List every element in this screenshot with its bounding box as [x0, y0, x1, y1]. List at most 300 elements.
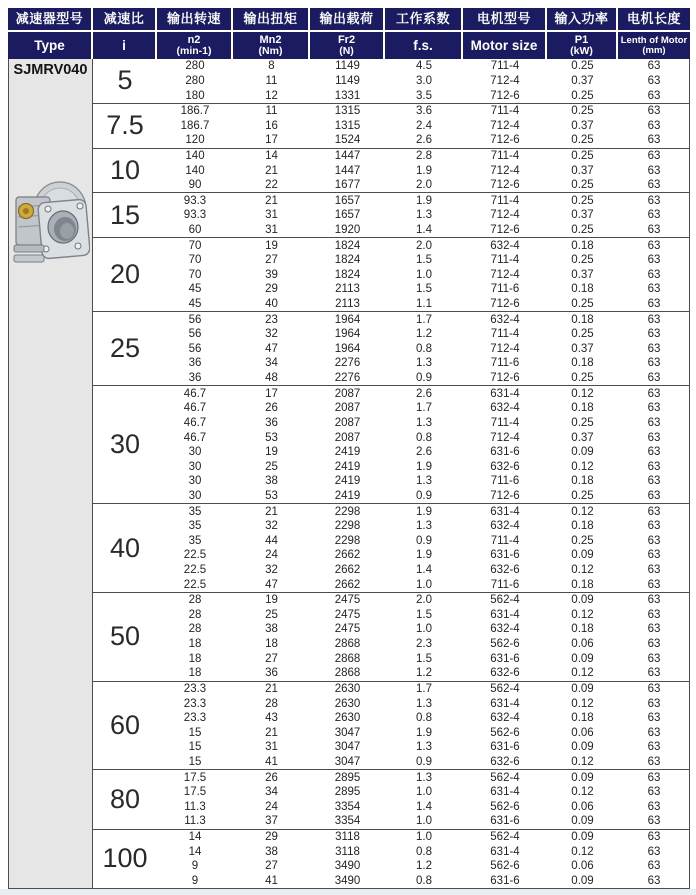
- table-cell: 0.25: [571, 534, 594, 547]
- table-cell: 632-4: [490, 712, 520, 725]
- table-cell: 63: [647, 475, 661, 488]
- table-cell: 1.9: [416, 505, 432, 518]
- table-cell: 1.3: [416, 357, 432, 370]
- table-cell: 0.8: [416, 342, 432, 355]
- table-cell: 38: [265, 475, 278, 488]
- table-cell: 14: [265, 149, 278, 162]
- table-cell: 280: [185, 74, 205, 87]
- table-cell: 9: [191, 860, 199, 873]
- table-cell: 56: [188, 328, 202, 341]
- table-cell: 0.25: [571, 489, 594, 502]
- table-cell: 23.3: [183, 682, 207, 695]
- table-cell: 0.18: [571, 623, 594, 636]
- table-cell: 0.09: [571, 549, 594, 562]
- table-cell: 63: [647, 652, 661, 665]
- table-cell: 39: [265, 268, 278, 281]
- header-zh-col-8: 电机长度: [618, 8, 690, 32]
- ratio-group-30: [93, 385, 689, 503]
- table-cell: 632-6: [490, 460, 520, 473]
- table-cell: 63: [647, 446, 661, 459]
- table-cell: 280: [185, 60, 205, 73]
- table-cell: 21: [265, 726, 278, 739]
- table-row: [157, 637, 689, 652]
- header-en-col-7: P1 (kW): [547, 32, 618, 59]
- table-cell: 43: [265, 712, 278, 725]
- table-cell: 25: [265, 608, 278, 621]
- table-row: [157, 193, 689, 208]
- table-cell: 15: [188, 726, 202, 739]
- table-cell: 63: [647, 209, 661, 222]
- ratio-value: 50: [109, 621, 141, 652]
- table-row: [157, 356, 689, 371]
- table-cell: 17.5: [183, 786, 207, 799]
- table-cell: 2276: [334, 372, 361, 385]
- table-cell: 120: [185, 134, 205, 147]
- group-rows: [157, 593, 689, 681]
- table-cell: 711-4: [490, 60, 520, 73]
- table-cell: 0.09: [571, 815, 594, 828]
- table-cell: 0.25: [571, 105, 594, 118]
- table-cell: 1824: [334, 268, 361, 281]
- table-cell: 34: [265, 786, 278, 799]
- table-cell: 0.12: [571, 845, 594, 858]
- table-cell: 631-6: [490, 874, 520, 887]
- table-cell: 1964: [334, 342, 361, 355]
- table-cell: 631-4: [490, 505, 520, 518]
- table-row: [157, 534, 689, 549]
- table-cell: 46.7: [183, 387, 207, 400]
- table-cell: 0.25: [571, 179, 594, 192]
- table-cell: 0.12: [571, 697, 594, 710]
- table-cell: 631-4: [490, 697, 520, 710]
- table-cell: 3.6: [416, 105, 432, 118]
- table-cell: 30: [188, 446, 202, 459]
- table-cell: 0.37: [571, 119, 594, 132]
- table-cell: 70: [188, 239, 202, 252]
- table-cell: 32: [265, 564, 278, 577]
- table-cell: 631-4: [490, 387, 520, 400]
- table-cell: 56: [188, 342, 202, 355]
- table-cell: 1149: [335, 60, 360, 73]
- table-row: [157, 459, 689, 474]
- table-row: [157, 651, 689, 666]
- table-cell: 632-4: [490, 239, 520, 252]
- table-cell: 2868: [334, 667, 361, 680]
- table-cell: 63: [647, 608, 661, 621]
- table-cell: 30: [188, 475, 202, 488]
- table-cell: 2087: [334, 402, 361, 415]
- table-cell: 24: [265, 800, 278, 813]
- table-cell: 23.3: [183, 697, 207, 710]
- table-cell: 562-6: [490, 860, 520, 873]
- table-cell: 30: [188, 460, 202, 473]
- table-cell: 3354: [334, 815, 361, 828]
- header-en-col-8: Lenth of Motor (mm): [620, 34, 688, 56]
- table-cell: 3047: [334, 726, 361, 739]
- table-cell: 0.06: [571, 638, 594, 651]
- table-cell: 2662: [334, 564, 361, 577]
- table-cell: 63: [647, 800, 661, 813]
- header-en-col-0: Type: [8, 32, 93, 59]
- table-cell: 2662: [334, 578, 361, 591]
- table-cell: 63: [647, 578, 661, 591]
- table-cell: 38: [265, 845, 278, 858]
- table-cell: 63: [647, 328, 661, 341]
- table-cell: 1331: [334, 89, 361, 102]
- table-row: [157, 74, 689, 89]
- table-cell: 63: [647, 755, 661, 768]
- table-cell: 1.7: [416, 682, 432, 695]
- table-cell: 0.9: [416, 534, 432, 547]
- table-cell: 0.09: [571, 830, 594, 843]
- header-zh-col-0: 减速器型号: [8, 8, 93, 32]
- table-cell: 21: [265, 164, 278, 177]
- table-cell: 90: [188, 179, 202, 192]
- table-cell: 63: [647, 594, 661, 607]
- table-cell: 2.3: [416, 638, 432, 651]
- table-cell: 0.09: [571, 594, 594, 607]
- table-cell: 712-6: [490, 179, 520, 192]
- table-cell: 712-6: [490, 134, 520, 147]
- table-cell: 712-4: [490, 431, 520, 444]
- table-cell: 0.25: [571, 134, 594, 147]
- table-cell: 48: [265, 372, 278, 385]
- ratio-value: 15: [109, 199, 141, 230]
- table-cell: 1315: [334, 105, 361, 118]
- table-row: [157, 563, 689, 578]
- table-cell: 0.18: [571, 239, 594, 252]
- table-cell: 0.8: [416, 712, 432, 725]
- table-cell: 11.3: [184, 800, 206, 813]
- table-row: [157, 504, 689, 519]
- table-cell: 632-4: [490, 313, 520, 326]
- table-cell: 2895: [334, 786, 361, 799]
- table-cell: 1.3: [416, 475, 432, 488]
- header-en-col-3: Mn2 (Nm): [233, 32, 310, 59]
- gearbox-product-image: [12, 175, 90, 284]
- table-cell: 0.18: [571, 313, 594, 326]
- table-row: [157, 799, 689, 814]
- table-row: [157, 814, 689, 829]
- table-cell: 2087: [334, 387, 361, 400]
- header-zh-col-7: 输入功率: [547, 8, 618, 32]
- header-en-col-1: i: [93, 32, 157, 59]
- table-cell: 63: [647, 667, 661, 680]
- table-row: [157, 725, 689, 740]
- table-cell: 63: [647, 119, 661, 132]
- table-cell: 712-6: [490, 224, 520, 236]
- table-cell: 0.09: [571, 874, 594, 887]
- table-cell: 29: [265, 283, 278, 296]
- table-cell: 3.5: [416, 89, 432, 102]
- table-cell: 1.9: [416, 549, 432, 562]
- table-cell: 632-6: [490, 564, 520, 577]
- table-cell: 63: [647, 416, 661, 429]
- table-cell: 1.9: [416, 460, 432, 473]
- table-cell: 2298: [334, 520, 361, 533]
- table-cell: 63: [647, 549, 661, 562]
- table-cell: 0.12: [571, 667, 594, 680]
- group-rows: [157, 682, 689, 770]
- table-cell: 37: [265, 815, 278, 828]
- table-cell: 63: [647, 771, 661, 784]
- table-cell: 63: [647, 194, 661, 207]
- page-bottom-strip: [0, 889, 696, 895]
- table-cell: 1.2: [416, 860, 432, 873]
- header-zh-col-5: 工作系数: [385, 8, 463, 32]
- table-cell: 2.6: [416, 387, 432, 400]
- header-en-col-4: Fr2 (N): [310, 32, 385, 59]
- table-row: [157, 178, 689, 193]
- table-row: [157, 223, 689, 238]
- table-cell: 1.3: [416, 416, 432, 429]
- table-row: [157, 133, 689, 148]
- table-row: [157, 489, 689, 504]
- table-cell: 0.06: [571, 726, 594, 739]
- table-cell: 63: [647, 89, 661, 102]
- table-cell: 63: [647, 254, 661, 267]
- table-cell: 632-6: [490, 755, 520, 768]
- table-cell: 712-4: [490, 209, 520, 222]
- table-cell: 3118: [335, 845, 360, 858]
- table-cell: 47: [265, 578, 278, 591]
- table-cell: 40: [265, 298, 278, 311]
- table-cell: 0.18: [571, 475, 594, 488]
- ratio-group-20: [93, 237, 689, 311]
- ratio-group-25: [93, 311, 689, 385]
- table-cell: 35: [188, 505, 202, 518]
- table-cell: 19: [265, 446, 278, 459]
- table-cell: 31: [265, 209, 278, 222]
- table-cell: 1.4: [416, 224, 432, 236]
- table-row: [157, 149, 689, 164]
- table-cell: 28: [188, 594, 202, 607]
- table-cell: 2113: [335, 283, 360, 296]
- table-cell: 19: [265, 239, 278, 252]
- table-cell: 14: [188, 845, 202, 858]
- table-row: [157, 844, 689, 859]
- table-cell: 63: [647, 149, 661, 162]
- table-cell: 632-4: [490, 623, 520, 636]
- table-cell: 63: [647, 134, 661, 147]
- table-cell: 1.0: [416, 268, 432, 281]
- table-cell: 2.0: [416, 179, 432, 192]
- table-cell: 1.3: [416, 771, 432, 784]
- table-row: [157, 401, 689, 416]
- table-cell: 631-4: [490, 845, 520, 858]
- table-row: [157, 430, 689, 445]
- ratio-group-10: [93, 148, 689, 193]
- table-cell: 34: [265, 357, 278, 370]
- table-cell: 140: [185, 149, 205, 162]
- table-cell: 1.9: [416, 726, 432, 739]
- table-cell: 25: [265, 460, 278, 473]
- table-cell: 1.2: [416, 667, 432, 680]
- table-cell: 63: [647, 830, 661, 843]
- table-cell: 56: [188, 313, 202, 326]
- table-row: [157, 519, 689, 534]
- table-row: [157, 208, 689, 223]
- table-cell: 63: [647, 179, 661, 192]
- table-row: [157, 282, 689, 297]
- table-cell: 2087: [334, 416, 361, 429]
- table-row: [157, 342, 689, 357]
- table-row: [157, 416, 689, 431]
- table-cell: 631-6: [490, 652, 520, 665]
- table-cell: 0.12: [571, 608, 594, 621]
- table-cell: 712-4: [490, 342, 520, 355]
- table-cell: 63: [647, 786, 661, 799]
- table-cell: 27: [265, 652, 278, 665]
- table-cell: 30: [188, 489, 202, 502]
- table-cell: 63: [647, 505, 661, 518]
- table-cell: 63: [647, 815, 661, 828]
- table-cell: 2475: [334, 623, 361, 636]
- table-cell: 1524: [334, 134, 361, 147]
- table-row: [157, 88, 689, 103]
- table-cell: 0.25: [571, 149, 594, 162]
- table-row: [157, 371, 689, 386]
- table-cell: 63: [647, 623, 661, 636]
- table-cell: 1.4: [416, 564, 432, 577]
- table-cell: 0.09: [571, 652, 594, 665]
- table-cell: 63: [647, 564, 661, 577]
- table-cell: 14: [188, 830, 202, 843]
- table-cell: 0.18: [571, 578, 594, 591]
- table-cell: 44: [265, 534, 278, 547]
- table-cell: 0.12: [571, 387, 594, 400]
- header-zh-col-4: 输出载荷: [310, 8, 385, 32]
- ratio-group-50: [93, 592, 689, 681]
- table-cell: 41: [265, 755, 278, 768]
- table-cell: 2895: [334, 771, 361, 784]
- table-row: [157, 327, 689, 342]
- table-cell: 2419: [334, 489, 361, 502]
- table-cell: 1.5: [416, 652, 432, 665]
- header-row-chinese: [8, 8, 690, 32]
- table-row: [157, 445, 689, 460]
- table-cell: 711-4: [490, 149, 520, 162]
- table-cell: 1657: [334, 194, 361, 207]
- table-cell: 18: [188, 652, 202, 665]
- table-row: [157, 386, 689, 401]
- table-row: [157, 163, 689, 178]
- table-cell: 27: [265, 254, 278, 267]
- table-cell: 562-6: [490, 726, 520, 739]
- table-cell: 46.7: [183, 416, 207, 429]
- table-cell: 0.37: [571, 164, 594, 177]
- table-cell: 18: [188, 638, 202, 651]
- table-cell: 0.37: [571, 74, 594, 87]
- table-cell: 2.6: [416, 446, 432, 459]
- table-cell: 631-6: [490, 446, 520, 459]
- table-cell: 0.25: [571, 194, 594, 207]
- table-row: [157, 593, 689, 608]
- table-cell: 0.25: [571, 60, 594, 73]
- table-cell: 1.1: [416, 298, 432, 311]
- table-cell: 63: [647, 74, 661, 87]
- table-cell: 631-6: [490, 741, 520, 754]
- group-rows: [157, 149, 689, 193]
- group-rows: [157, 386, 689, 503]
- table-cell: 711-4: [490, 194, 520, 207]
- table-cell: 45: [188, 298, 202, 311]
- table-cell: 712-4: [490, 164, 520, 177]
- table-cell: 0.12: [571, 786, 594, 799]
- table-cell: 63: [647, 638, 661, 651]
- table-cell: 0.09: [571, 682, 594, 695]
- table-cell: 63: [647, 283, 661, 296]
- table-cell: 31: [265, 741, 278, 754]
- table-cell: 2.8: [416, 149, 432, 162]
- table-cell: 17: [265, 134, 278, 147]
- ratio-value: 80: [109, 783, 141, 814]
- ratio-value: 20: [109, 259, 141, 290]
- table-cell: 0.9: [416, 372, 432, 385]
- ratio-value: 100: [102, 843, 148, 874]
- table-cell: 2.6: [416, 134, 432, 147]
- table-cell: 11.3: [184, 815, 206, 828]
- table-row: [157, 297, 689, 312]
- table-row: [157, 118, 689, 133]
- header-en-col-2: n2 (min-1): [157, 32, 233, 59]
- table-cell: 632-6: [490, 667, 520, 680]
- table-cell: 2662: [334, 549, 361, 562]
- table-header: [8, 8, 690, 59]
- table-cell: 38: [265, 623, 278, 636]
- table-cell: 0.25: [571, 328, 594, 341]
- ratio-groups: [93, 59, 689, 888]
- group-rows: [157, 59, 689, 103]
- table-row: [157, 548, 689, 563]
- table-cell: 1.3: [416, 697, 432, 710]
- table-cell: 711-6: [490, 357, 520, 370]
- table-cell: 22.5: [183, 578, 207, 591]
- table-cell: 712-4: [490, 74, 520, 87]
- table-row: [157, 268, 689, 283]
- table-cell: 70: [188, 254, 202, 267]
- table-cell: 63: [647, 845, 661, 858]
- header-row-english: [8, 32, 690, 59]
- table-cell: 712-6: [490, 298, 520, 311]
- group-rows: [157, 238, 689, 311]
- table-cell: 32: [265, 520, 278, 533]
- table-cell: 4.5: [416, 60, 432, 73]
- table-cell: 0.37: [571, 268, 594, 281]
- table-cell: 63: [647, 682, 661, 695]
- ratio-group-80: [93, 769, 689, 828]
- table-cell: 711-4: [490, 534, 520, 547]
- table-cell: 15: [188, 755, 202, 768]
- table-cell: 0.8: [416, 874, 432, 887]
- ratio-value: 40: [109, 532, 141, 563]
- group-rows: [157, 312, 689, 385]
- table-cell: 0.12: [571, 460, 594, 473]
- table-cell: 1.4: [416, 800, 432, 813]
- table-cell: 0.37: [571, 342, 594, 355]
- table-cell: 186.7: [180, 105, 210, 118]
- ratio-value: 5: [117, 65, 133, 96]
- table-cell: 1824: [334, 239, 361, 252]
- header-en-col-6: Motor size: [463, 32, 547, 59]
- table-cell: 2.4: [416, 119, 432, 132]
- table-cell: 63: [647, 387, 661, 400]
- ratio-group-5: [93, 59, 689, 103]
- table-cell: 1.0: [416, 786, 432, 799]
- table-cell: 0.9: [416, 489, 432, 502]
- table-row: [157, 682, 689, 697]
- table-cell: 631-6: [490, 815, 520, 828]
